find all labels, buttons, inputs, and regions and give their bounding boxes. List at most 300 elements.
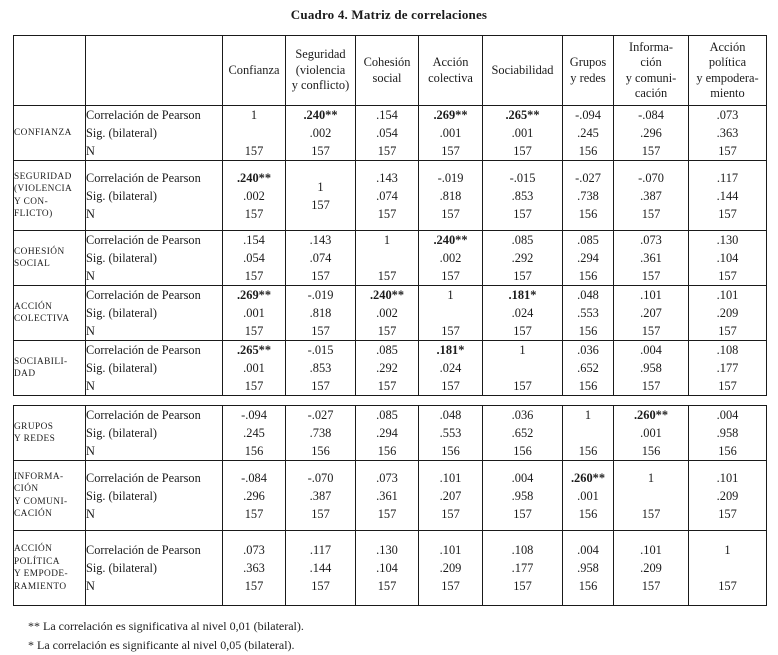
matrix-cell-line: 156 xyxy=(513,444,532,458)
matrix-cell-line: 157 xyxy=(718,579,737,593)
matrix-cell-line: .085 xyxy=(376,343,398,357)
matrix-cell-line xyxy=(614,487,688,505)
matrix-cell-line: .054 xyxy=(376,126,398,140)
row-label-line: (VIOLENCIA xyxy=(14,184,73,194)
matrix-cell-line: 157 xyxy=(513,144,532,158)
matrix-cell xyxy=(689,286,767,341)
row-label-line: Y EMPODE- xyxy=(14,569,69,579)
matrix-cell-line: 156 xyxy=(441,444,460,458)
matrix-cell-line: 157 xyxy=(513,379,532,393)
matrix-cell-line: .154 xyxy=(376,108,398,122)
matrix-cell xyxy=(483,341,563,396)
matrix-cell xyxy=(356,106,419,161)
column-header-line: y redes xyxy=(570,70,606,85)
matrix-cell-line: 157 xyxy=(311,579,330,593)
matrix-cell xyxy=(419,461,483,531)
matrix-cell xyxy=(419,161,483,231)
matrix-cell xyxy=(223,231,286,286)
matrix-cell-line: .002 xyxy=(439,251,462,265)
matrix-cell-line: .265** xyxy=(236,343,272,357)
matrix-cell xyxy=(286,161,356,231)
matrix-cell-line: 157 xyxy=(311,324,330,338)
matrix-cell-line: .002 xyxy=(243,188,265,203)
matrix-cell-line: .048 xyxy=(439,408,462,422)
matrix-cell-line: .024 xyxy=(439,361,462,375)
matrix-cell-line: .004 xyxy=(640,343,662,357)
matrix-cell-line: .387 xyxy=(640,188,662,203)
matrix-cell-line: .004 xyxy=(577,543,599,557)
footnotes xyxy=(28,617,778,655)
stat-labels xyxy=(86,231,223,286)
stat-label-line: Correlación de Pearson xyxy=(86,543,201,557)
matrix-cell-line: .073 xyxy=(640,233,662,247)
matrix-cell-line: 157 xyxy=(441,144,460,158)
row-label-line: Y COMUNI- xyxy=(14,496,68,507)
matrix-cell-line: 1 xyxy=(724,543,731,557)
matrix-cell xyxy=(223,161,286,231)
matrix-cell-line: .036 xyxy=(511,408,534,422)
matrix-cell-line: .818 xyxy=(439,188,462,203)
matrix-cell-line: 157 xyxy=(244,506,264,521)
table-row xyxy=(14,531,767,606)
column-header xyxy=(689,36,767,106)
matrix-cell-line: .074 xyxy=(376,188,398,203)
matrix-cell-line: .101 xyxy=(716,470,739,485)
matrix-cell-line: 1 xyxy=(447,288,454,302)
matrix-cell-line: 157 xyxy=(244,379,264,393)
matrix-cell-line: .958 xyxy=(511,488,534,503)
matrix-cell-line: .240** xyxy=(433,233,468,247)
matrix-cell-line: .265** xyxy=(505,108,540,122)
matrix-cell-line: .207 xyxy=(640,306,662,320)
column-header-line: política xyxy=(708,55,747,69)
column-header xyxy=(286,36,356,106)
matrix-cell-line: .074 xyxy=(309,251,332,265)
matrix-cell xyxy=(689,406,767,461)
stat-labels xyxy=(86,461,223,531)
matrix-cell-line: 1 xyxy=(519,343,526,357)
matrix-cell-line: 157 xyxy=(441,324,460,338)
stat-label-line: N xyxy=(86,379,95,393)
matrix-cell-line: 157 xyxy=(441,206,460,221)
column-header xyxy=(483,36,563,106)
matrix-cell-line: .363 xyxy=(243,561,265,575)
matrix-cell-line: .143 xyxy=(309,233,332,247)
row-label-line: SOCIABILI- xyxy=(14,356,68,367)
matrix-cell-line: -.070 xyxy=(638,170,664,185)
matrix-cell-line: -.084 xyxy=(638,108,664,122)
matrix-cell-line: .085 xyxy=(577,233,599,247)
matrix-cell-line: 156 xyxy=(578,379,598,393)
matrix-cell xyxy=(419,531,483,606)
row-label-line: COHESIÓN xyxy=(14,246,65,257)
matrix-cell-line: .108 xyxy=(716,343,739,357)
matrix-cell-line: 157 xyxy=(244,144,264,158)
stat-label-line: N xyxy=(86,579,95,593)
column-header-line: y comuni- xyxy=(625,70,677,85)
matrix-cell-line: 157 xyxy=(377,144,397,158)
matrix-cell-line: .073 xyxy=(243,543,265,557)
row-label-line: ACCIÓN xyxy=(14,301,53,312)
column-header-line: Cohesión xyxy=(363,55,411,69)
matrix-cell-line: 157 xyxy=(311,144,330,158)
matrix-cell-line: .001 xyxy=(243,306,265,320)
matrix-cell xyxy=(419,341,483,396)
row-label-line: Y REDES xyxy=(14,434,56,444)
matrix-cell-line: .245 xyxy=(243,426,265,440)
row-label xyxy=(14,461,86,531)
matrix-cell-line: 156 xyxy=(578,324,598,338)
matrix-cell xyxy=(419,231,483,286)
matrix-cell-line: .101 xyxy=(716,288,739,302)
stat-label-line: Correlación de Pearson xyxy=(86,408,201,422)
matrix-cell-line: 157 xyxy=(244,206,264,221)
column-header-line: social xyxy=(372,70,402,85)
matrix-cell xyxy=(483,531,563,606)
matrix-cell xyxy=(286,461,356,531)
matrix-cell-line xyxy=(689,559,766,577)
matrix-cell-line: .652 xyxy=(511,426,534,440)
matrix-cell xyxy=(286,406,356,461)
matrix-cell-line: .104 xyxy=(376,561,398,575)
matrix-cell-line: .209 xyxy=(716,488,739,503)
matrix-cell-line: 157 xyxy=(441,379,460,393)
matrix-cell-line: .361 xyxy=(640,251,662,265)
header-row xyxy=(14,36,767,106)
matrix-cell xyxy=(689,231,767,286)
matrix-cell-line: .054 xyxy=(243,251,265,265)
matrix-table-lower xyxy=(13,405,767,606)
matrix-cell-line: .154 xyxy=(243,233,265,247)
matrix-cell-line: -.019 xyxy=(307,288,334,302)
matrix-cell-line: .958 xyxy=(577,561,599,575)
stat-label-line: Correlación de Pearson xyxy=(86,470,201,485)
stat-label-line: Correlación de Pearson xyxy=(86,233,201,247)
matrix-cell-line: .296 xyxy=(243,488,265,503)
matrix-cell-line: .101 xyxy=(640,543,662,557)
matrix-cell-line: .085 xyxy=(376,408,398,422)
row-label-line: COLECTIVA xyxy=(14,314,70,324)
stat-label-line: Sig. (bilateral) xyxy=(86,188,158,203)
row-label-line: CACIÓN xyxy=(14,509,53,519)
matrix-cell-line: .209 xyxy=(716,306,739,320)
matrix-cell-line: 157 xyxy=(311,379,330,393)
column-header-line: colectiva xyxy=(428,70,473,85)
matrix-cell-line: 157 xyxy=(718,506,737,521)
matrix-cell-line: 156 xyxy=(244,444,264,458)
matrix-cell-line: .240** xyxy=(236,170,272,185)
matrix-cell-line: 156 xyxy=(578,506,598,521)
matrix-cell xyxy=(223,406,286,461)
matrix-cell xyxy=(223,286,286,341)
column-header xyxy=(356,36,419,106)
matrix-cell-line: 157 xyxy=(377,324,397,338)
matrix-cell-line: .181* xyxy=(508,288,537,302)
matrix-cell xyxy=(614,106,689,161)
matrix-cell-line: 157 xyxy=(244,269,264,283)
matrix-cell-line: .292 xyxy=(376,361,398,375)
matrix-cell xyxy=(483,461,563,531)
matrix-cell xyxy=(356,406,419,461)
column-header-line: Confianza xyxy=(228,62,280,77)
matrix-cell-line: -.015 xyxy=(509,170,536,185)
matrix-cell-line: .085 xyxy=(511,233,534,247)
matrix-cell xyxy=(356,461,419,531)
matrix-cell-line: .260** xyxy=(633,408,669,422)
matrix-cell-line: 157 xyxy=(513,206,532,221)
matrix-cell-line: 157 xyxy=(311,506,330,521)
matrix-cell-line: .002 xyxy=(309,126,332,140)
column-header-line: Acción xyxy=(709,39,746,54)
stat-label-line: N xyxy=(86,444,95,458)
matrix-cell-line: .004 xyxy=(716,408,739,422)
matrix-cell-line: .117 xyxy=(716,170,739,185)
column-header xyxy=(419,36,483,106)
matrix-cell-line: 157 xyxy=(244,579,264,593)
table-row xyxy=(14,106,767,161)
matrix-cell-line: 157 xyxy=(718,324,737,338)
row-label-line: SOCIAL xyxy=(14,259,51,269)
column-header xyxy=(223,36,286,106)
row-label xyxy=(14,106,86,161)
row-label-line: FLICTO) xyxy=(14,209,53,219)
matrix-cell-line: 156 xyxy=(718,444,737,458)
matrix-cell-line: 157 xyxy=(641,379,661,393)
matrix-cell-line: .101 xyxy=(439,470,462,485)
row-label-line: CONFIANZA xyxy=(14,127,72,138)
matrix-cell-line: 157 xyxy=(641,579,661,593)
matrix-cell xyxy=(483,161,563,231)
matrix-cell xyxy=(689,341,767,396)
matrix-cell xyxy=(614,231,689,286)
matrix-cell-line: .130 xyxy=(716,233,739,247)
matrix-cell-line: .738 xyxy=(309,426,332,440)
stat-labels xyxy=(86,531,223,606)
matrix-cell-line xyxy=(223,124,285,142)
column-header-line: miento xyxy=(710,86,745,100)
corner-cell-variables xyxy=(14,36,86,106)
table-row xyxy=(14,461,767,531)
matrix-cell xyxy=(286,231,356,286)
matrix-cell-line: .048 xyxy=(577,288,599,302)
matrix-cell-line: 157 xyxy=(513,324,532,338)
matrix-cell xyxy=(419,106,483,161)
matrix-cell-line: .108 xyxy=(511,543,534,557)
matrix-cell xyxy=(483,106,563,161)
matrix-cell-line: 156 xyxy=(641,444,661,458)
matrix-cell xyxy=(563,286,614,341)
matrix-cell-line: 157 xyxy=(441,506,460,521)
matrix-cell xyxy=(563,341,614,396)
matrix-cell-line: .260** xyxy=(570,470,606,485)
matrix-cell-line: .073 xyxy=(376,470,398,485)
matrix-cell xyxy=(223,461,286,531)
stat-label-line: N xyxy=(86,206,95,221)
stat-label-line: N xyxy=(86,324,95,338)
matrix-cell-line: .958 xyxy=(640,361,662,375)
stat-labels xyxy=(86,341,223,396)
matrix-cell-line: .361 xyxy=(376,488,398,503)
column-header xyxy=(563,36,614,106)
matrix-cell xyxy=(614,406,689,461)
row-label xyxy=(14,161,86,231)
stat-label-line: N xyxy=(86,269,95,283)
column-header-line: cación xyxy=(634,86,668,100)
matrix-cell-line: .036 xyxy=(577,343,599,357)
stat-label-line: Sig. (bilateral) xyxy=(86,488,158,503)
column-header-line: Seguridad xyxy=(295,47,346,62)
column-header-line: Grupos xyxy=(569,55,607,69)
matrix-cell xyxy=(419,286,483,341)
matrix-cell xyxy=(563,231,614,286)
footnote-sig-001: ** La correlación es significativa al nivel 0,01 (bilateral). xyxy=(28,619,304,633)
matrix-cell-line: 157 xyxy=(641,144,661,158)
row-label xyxy=(14,286,86,341)
table-title: Cuadro 4. Matriz de correlaciones xyxy=(290,7,488,22)
matrix-cell xyxy=(483,231,563,286)
matrix-cell-line: 157 xyxy=(311,197,330,212)
matrix-cell-line: .024 xyxy=(511,306,534,320)
stat-label-line: Correlación de Pearson xyxy=(86,170,201,185)
matrix-cell xyxy=(356,231,419,286)
matrix-cell-line: .958 xyxy=(716,426,739,440)
matrix-cell-line: .738 xyxy=(577,188,599,203)
matrix-cell-line: 156 xyxy=(578,579,598,593)
matrix-cell xyxy=(286,341,356,396)
row-label-line: INFORMA- xyxy=(14,471,64,482)
matrix-cell-line: -.070 xyxy=(307,470,334,485)
row-label-line: SEGURIDAD xyxy=(14,171,72,182)
column-header-line: Acción xyxy=(432,55,469,69)
matrix-cell-line: 156 xyxy=(578,206,598,221)
matrix-cell-line: 157 xyxy=(377,379,397,393)
table-row xyxy=(14,341,767,396)
stat-labels xyxy=(86,286,223,341)
matrix-table-upper xyxy=(13,35,767,396)
matrix-cell-line: .002 xyxy=(376,306,398,320)
matrix-cell-line xyxy=(419,304,482,322)
matrix-cell xyxy=(614,531,689,606)
matrix-cell-line: .117 xyxy=(309,543,332,557)
matrix-cell xyxy=(356,341,419,396)
matrix-cell xyxy=(356,286,419,341)
table-row xyxy=(14,286,767,341)
matrix-cell xyxy=(614,286,689,341)
matrix-cell-line: -.094 xyxy=(241,408,267,422)
matrix-cell-line: .363 xyxy=(716,126,739,140)
matrix-cell xyxy=(563,406,614,461)
matrix-cell xyxy=(689,531,767,606)
stat-label-line: Sig. (bilateral) xyxy=(86,361,158,375)
matrix-cell xyxy=(356,161,419,231)
matrix-cell-line: .073 xyxy=(716,108,739,122)
stat-label-line: Sig. (bilateral) xyxy=(86,561,158,575)
row-label-line: RAMIENTO xyxy=(14,581,67,592)
matrix-cell-line: .144 xyxy=(309,561,332,575)
matrix-cell-line xyxy=(563,424,613,442)
stat-label-line: Sig. (bilateral) xyxy=(86,426,158,440)
matrix-cell-line: .209 xyxy=(439,561,462,575)
matrix-cell-line: -.094 xyxy=(575,108,601,122)
matrix-cell-line: .387 xyxy=(309,488,332,503)
matrix-cell-line: 157 xyxy=(718,269,737,283)
matrix-cell-line: .209 xyxy=(640,561,662,575)
matrix-cell xyxy=(286,286,356,341)
matrix-cell xyxy=(563,161,614,231)
matrix-cell-line: 157 xyxy=(718,379,737,393)
matrix-cell-line: .292 xyxy=(511,251,534,265)
matrix-cell-line: 157 xyxy=(641,506,661,521)
matrix-cell-line: .240** xyxy=(303,108,338,122)
matrix-cell-line: -.027 xyxy=(575,170,601,185)
stat-label-line: Sig. (bilateral) xyxy=(86,306,158,320)
matrix-cell-line: 157 xyxy=(641,324,661,338)
matrix-cell-line: -.027 xyxy=(307,408,334,422)
matrix-cell-line: .001 xyxy=(439,126,462,140)
corner-cell-statistics xyxy=(86,36,223,106)
matrix-cell xyxy=(223,341,286,396)
stat-label-line: Correlación de Pearson xyxy=(86,343,201,357)
stat-label-line: Correlación de Pearson xyxy=(86,108,201,122)
matrix-cell-line: .207 xyxy=(439,488,462,503)
matrix-cell-line: .104 xyxy=(716,251,739,265)
matrix-cell-line xyxy=(356,249,418,267)
matrix-cell-line: .101 xyxy=(640,288,662,302)
stat-label-line: Sig. (bilateral) xyxy=(86,251,158,265)
row-label-line: CIÓN xyxy=(14,484,39,494)
row-label-line: GRUPOS xyxy=(14,421,54,432)
matrix-cell-line: 1 xyxy=(317,179,324,194)
matrix-cell-line: .853 xyxy=(511,188,534,203)
matrix-cell xyxy=(483,406,563,461)
matrix-cell xyxy=(223,106,286,161)
matrix-cell-line: -.019 xyxy=(437,170,464,185)
matrix-cell xyxy=(286,531,356,606)
matrix-cell-line: .269** xyxy=(433,108,468,122)
matrix-cell-line: 157 xyxy=(311,269,330,283)
stat-labels xyxy=(86,106,223,161)
row-label-line: POLÍTICA xyxy=(14,556,60,567)
matrix-cell xyxy=(689,161,767,231)
row-label-line: ACCIÓN xyxy=(14,544,53,554)
matrix-cell-line: 156 xyxy=(311,444,330,458)
stat-labels xyxy=(86,161,223,231)
matrix-cell-line: .177 xyxy=(511,561,534,575)
matrix-cell-line: .181* xyxy=(436,343,465,357)
matrix-cell-line: 157 xyxy=(641,269,661,283)
matrix-cell xyxy=(563,531,614,606)
matrix-cell-line: 157 xyxy=(441,269,460,283)
column-header-line: Informa- xyxy=(628,39,674,54)
row-label xyxy=(14,231,86,286)
matrix-cell-line xyxy=(483,359,562,377)
matrix-cell-line: 157 xyxy=(513,269,532,283)
matrix-cell-line: 156 xyxy=(578,269,598,283)
row-label xyxy=(14,341,86,396)
matrix-cell-line: .143 xyxy=(376,170,398,185)
matrix-cell xyxy=(614,461,689,531)
matrix-cell-line: 1 xyxy=(647,470,655,485)
matrix-cell-line: .101 xyxy=(439,543,462,557)
matrix-cell-line: 157 xyxy=(377,206,397,221)
matrix-cell-line: 156 xyxy=(377,444,397,458)
matrix-cell-line: 157 xyxy=(513,506,532,521)
matrix-cell-line: -.084 xyxy=(241,470,267,485)
matrix-cell xyxy=(483,286,563,341)
matrix-cell-line: .652 xyxy=(577,361,599,375)
matrix-cell xyxy=(689,461,767,531)
matrix-cell-line: .130 xyxy=(376,543,398,557)
